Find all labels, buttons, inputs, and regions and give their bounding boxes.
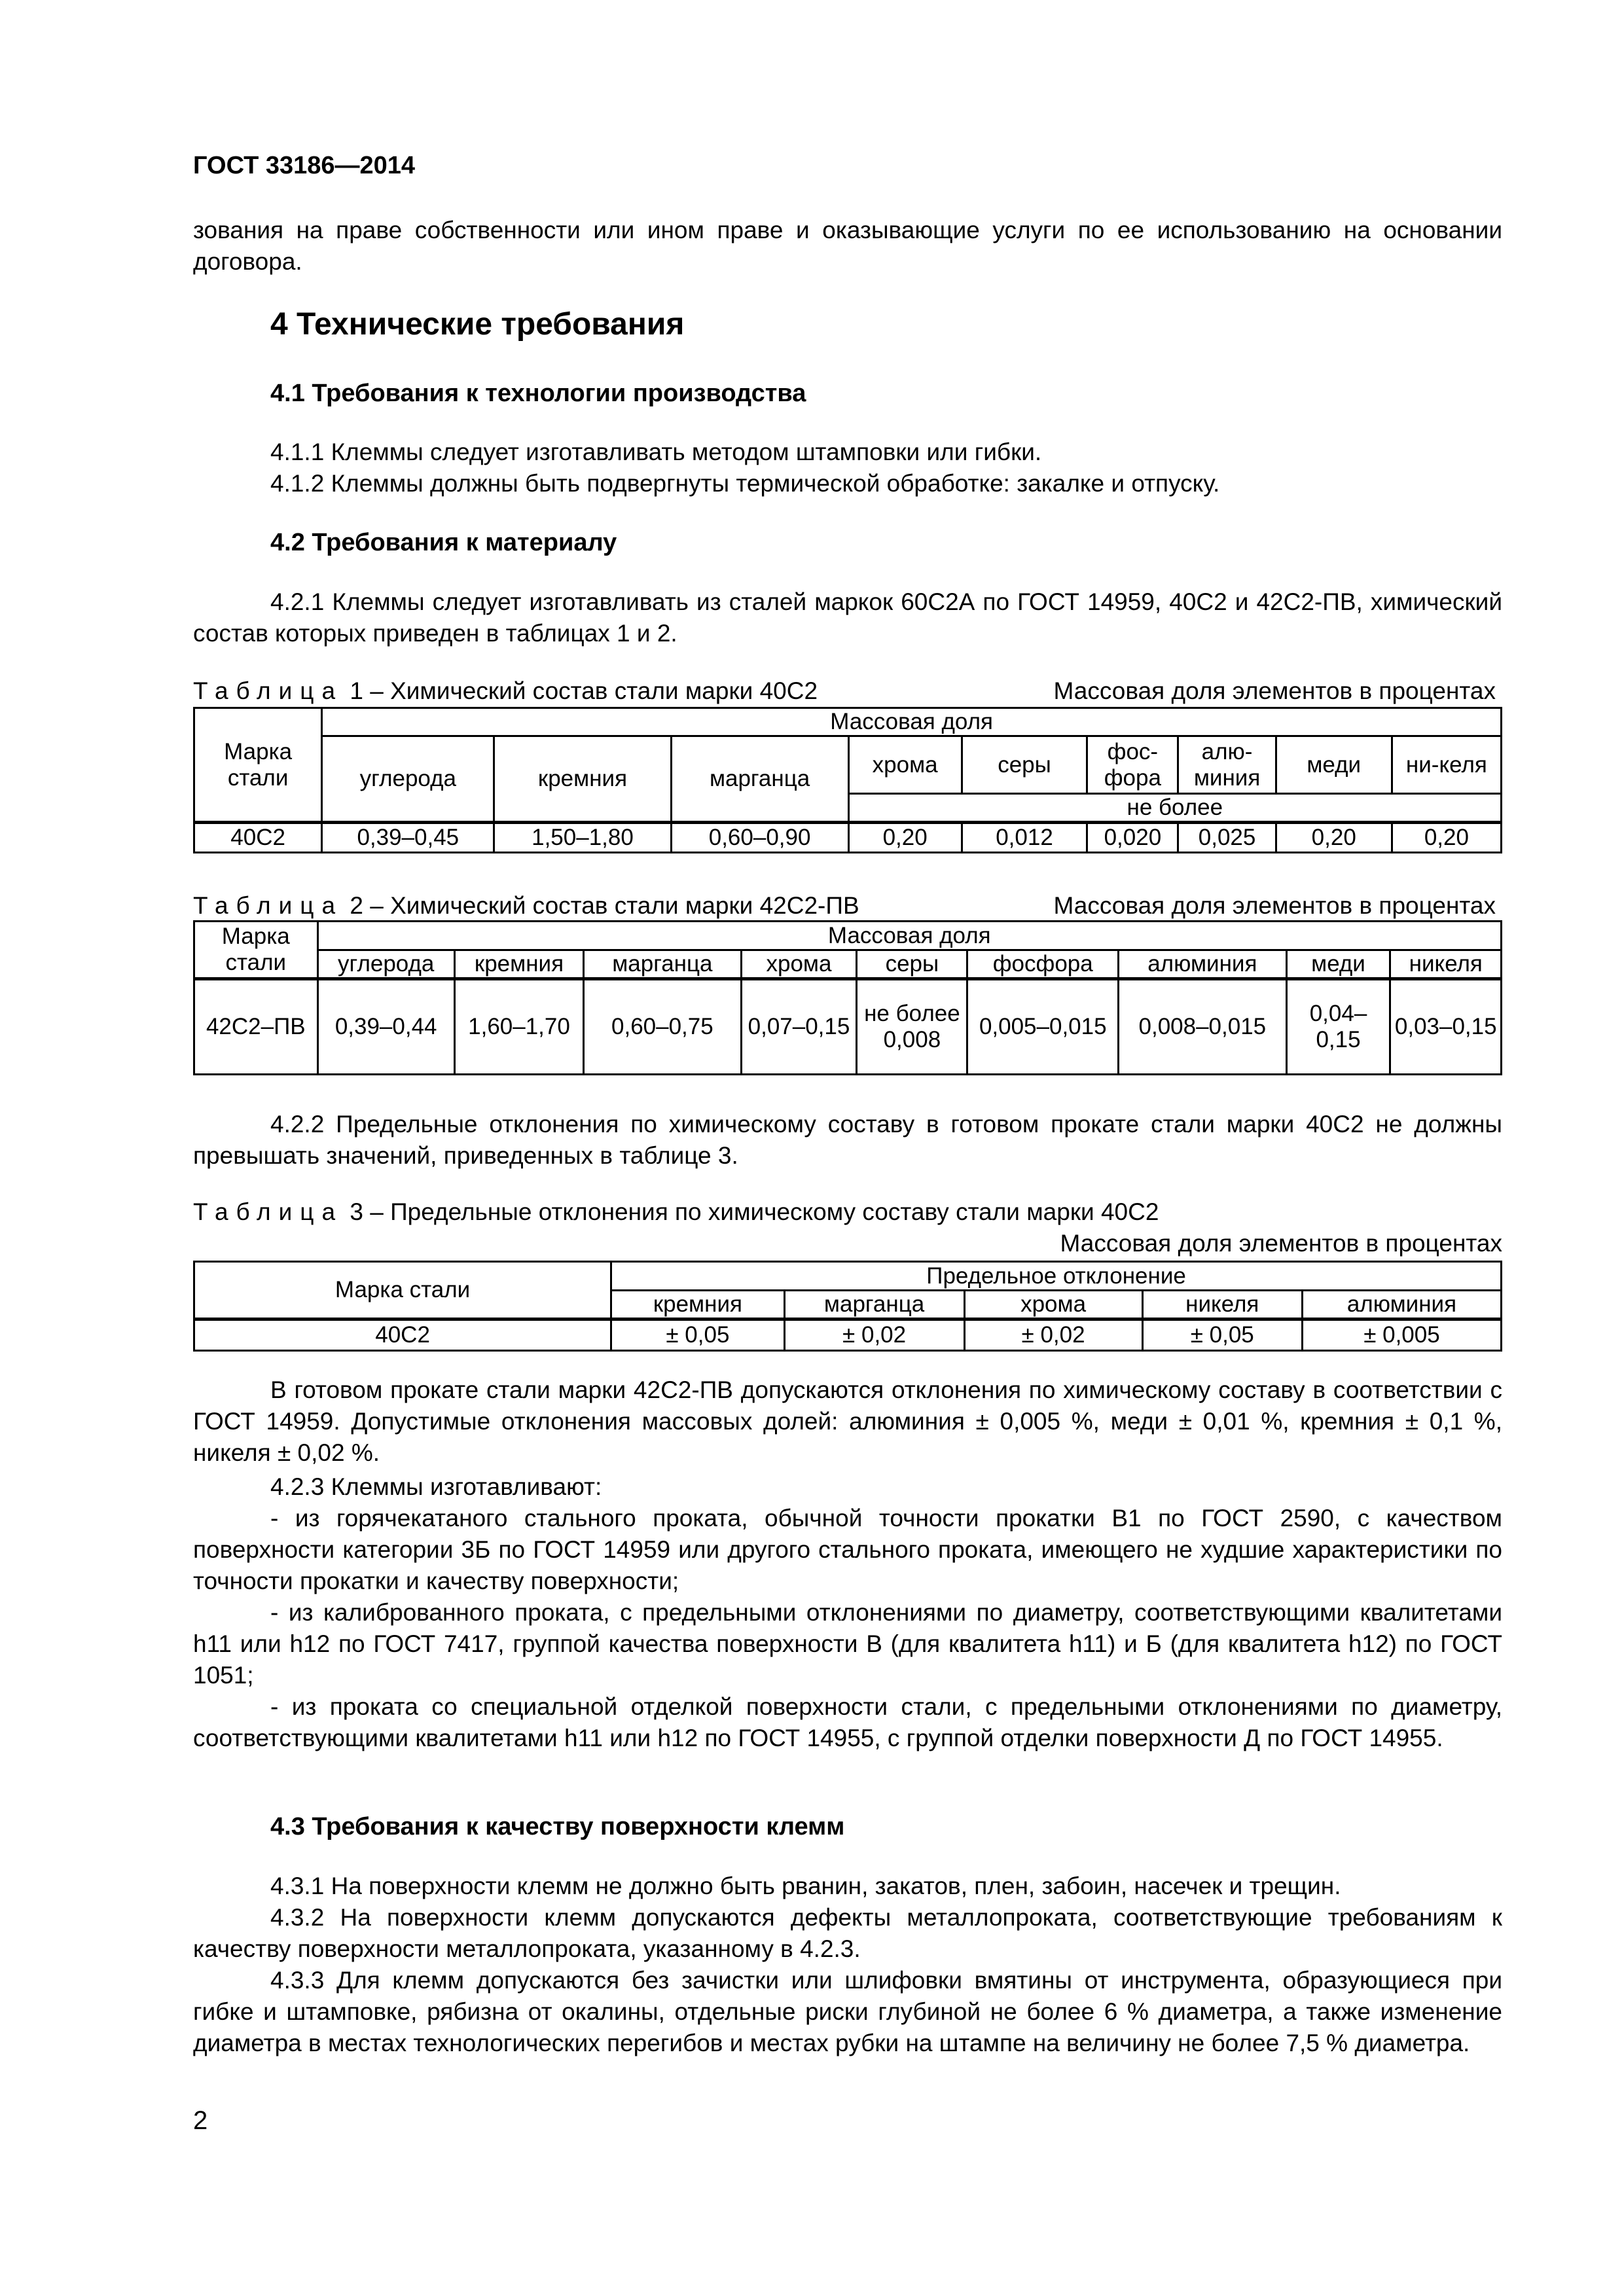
table2-group-header: Массовая доля xyxy=(317,922,1501,950)
table3-cell: 40С2 xyxy=(194,1319,611,1351)
table2-caption-label: Таблица xyxy=(193,892,344,919)
table1-caption-label: Таблица xyxy=(193,677,344,704)
table2-col: никеля xyxy=(1390,950,1502,979)
table1-col-grade: Марка стали xyxy=(194,708,322,823)
table1-cell: 1,50–1,80 xyxy=(494,823,671,853)
table1-cell: 40С2 xyxy=(194,823,322,853)
list-item-calibrated: - из калиброванного проката, с предельными отклонениями по диаметру, соответствующими квалитетами h11 или h12 по ГОСТ 7417, группой качества поверхности В (для квалитета h11) и Б (для квалитета h12) по ГОСТ 1051; xyxy=(193,1599,1502,1689)
table1-col: углерода xyxy=(322,736,494,823)
section-4-title: 4 Технические требования xyxy=(270,307,685,342)
table3-units: Массовая доля элементов в процентах xyxy=(1060,1230,1502,1257)
para-4-2-2: 4.2.2 Предельные отклонения по химическому составу в готовом прокате стали марки 40С2 не должны превышать значений, приведенных в таблице 3. xyxy=(193,1111,1502,1169)
table2-col: серы xyxy=(857,950,967,979)
para-4-3-3: 4.3.3 Для клемм допускаются без зачистки или шлифовки вмятины от инструмента, образующиеся при гибке и штамповке, рябизна от окалины, отдельные риски глубиной не более 6 % диаметра, а также изменение диаметра в местах технологических перегибов и местах рубки на штампе на величину не более 7,5 % диаметра. xyxy=(193,1967,1502,2056)
table2-cell: 42С2–ПВ xyxy=(194,979,318,1075)
para-4-1-2: 4.1.2 Клеммы должны быть подвергнуты термической обработке: закалке и отпуску. xyxy=(270,470,1220,497)
table1-col: ни-келя xyxy=(1392,736,1501,794)
table1-cell: 0,025 xyxy=(1178,823,1276,853)
table3-cell: ± 0,02 xyxy=(784,1319,964,1351)
table2-col: фосфора xyxy=(967,950,1119,979)
list-item-hot-rolled: - из горячекатаного стального проката, обычной точности прокатки В1 по ГОСТ 2590, с качеством поверхности категории 3Б по ГОСТ 14959 или другого стального проката, имеющего не худшие характеристики по точности прокатки и качеству поверхности; xyxy=(193,1505,1502,1594)
table1 xyxy=(193,707,1502,853)
table2-cell: 1,60–1,70 xyxy=(454,979,583,1075)
table2-col: хрома xyxy=(741,950,857,979)
table2-caption xyxy=(193,891,1502,920)
table1-col: алю-миния xyxy=(1178,736,1276,794)
table1-col: хрома xyxy=(848,736,962,794)
table1-cell: 0,012 xyxy=(962,823,1087,853)
table2-col: алюминия xyxy=(1119,950,1286,979)
table3-cell: ± 0,05 xyxy=(1142,1319,1302,1351)
table3-group-header: Предельное отклонение xyxy=(611,1262,1502,1291)
table2-col: марганца xyxy=(584,950,741,979)
table1-caption-text: 1 – Химический состав стали марки 40С2 xyxy=(343,677,818,704)
table3-col: марганца xyxy=(784,1291,964,1319)
table1-col: фос-фора xyxy=(1087,736,1178,794)
page-number: 2 xyxy=(193,2106,208,2135)
section-4-2-title: 4.2 Требования к материалу xyxy=(270,529,617,556)
para-4-1-1: 4.1.1 Клеммы следует изготавливать методом штамповки или гибки. xyxy=(270,439,1042,465)
table3-cell: ± 0,005 xyxy=(1302,1319,1501,1351)
table3-col-grade: Марка стали xyxy=(194,1262,611,1319)
table2 xyxy=(193,920,1502,1075)
table3-col: кремния xyxy=(611,1291,785,1319)
table3-caption-label: Таблица xyxy=(193,1198,344,1225)
table1-group-header: Массовая доля xyxy=(322,708,1502,736)
table1-cell: 0,20 xyxy=(1392,823,1501,853)
table1-cell: 0,39–0,45 xyxy=(322,823,494,853)
table3-cell: ± 0,05 xyxy=(611,1319,785,1351)
table1-cell: 0,20 xyxy=(1276,823,1392,853)
table1-col: серы xyxy=(962,736,1087,794)
table2-caption-text: 2 – Химический состав стали марки 42С2-ПВ xyxy=(343,892,859,919)
table1-caption xyxy=(193,677,1502,706)
table3 xyxy=(193,1261,1502,1352)
intro-paragraph: зования на праве собственности или ином праве и оказывающие услуги по ее использованию на основании договора. xyxy=(193,217,1502,275)
para-4-2-1: 4.2.1 Клеммы следует изготавливать из сталей маркок 60С2А по ГОСТ 14959, 40С2 и 42С2-ПВ, химический состав которых приведен в таблицах 1 и 2. xyxy=(193,588,1502,647)
table3-col: хрома xyxy=(964,1291,1142,1319)
section-4-1-title: 4.1 Требования к технологии производства xyxy=(270,380,806,407)
document-header: ГОСТ 33186—2014 xyxy=(193,152,416,179)
section-4-3-title: 4.3 Требования к качеству поверхности клемм xyxy=(270,1813,845,1840)
para-4-3-1: 4.3.1 На поверхности клемм не должно быть рванин, закатов, плен, забоин, насечек и трещин. xyxy=(270,1873,1341,1899)
table2-cell: не более 0,008 xyxy=(857,979,967,1075)
table2-units: Массовая доля элементов в процентах xyxy=(1053,892,1496,919)
table1-col: марганца xyxy=(671,736,848,823)
table1-cell: 0,020 xyxy=(1087,823,1178,853)
table1-units: Массовая доля элементов в процентах xyxy=(1053,677,1496,704)
table2-col: углерода xyxy=(317,950,454,979)
para-deviations-42c2: В готовом прокате стали марки 42С2-ПВ допускаются отклонения по химическому составу в соответствии с ГОСТ 14959. Допустимые отклонения массовых долей: алюминия ± 0,005 %, меди ± 0,01 %, кремния ± 0,1 %, никеля ± 0,02 %. xyxy=(193,1376,1502,1466)
table2-cell: 0,03–0,15 xyxy=(1390,979,1502,1075)
table1-col: меди xyxy=(1276,736,1392,794)
list-item-special-finish: - из проката со специальной отделкой поверхности стали, с предельными отклонениями по диаметру, соответствующими квалитетами h11 или h12 по ГОСТ 14955, с группой отделки поверхности Д по ГОСТ 14955. xyxy=(193,1693,1502,1751)
table2-cell: 0,008–0,015 xyxy=(1119,979,1286,1075)
table1-subheader: не более xyxy=(848,794,1501,823)
table1-cell: 0,20 xyxy=(848,823,962,853)
table1-cell: 0,60–0,90 xyxy=(671,823,848,853)
table2-cell: 0,60–0,75 xyxy=(584,979,741,1075)
table2-col-grade: Марка стали xyxy=(194,922,318,979)
table2-cell: 0,04–0,15 xyxy=(1286,979,1390,1075)
table3-col: алюминия xyxy=(1302,1291,1501,1319)
table2-cell: 0,07–0,15 xyxy=(741,979,857,1075)
table2-col: кремния xyxy=(454,950,583,979)
para-4-3-2: 4.3.2 На поверхности клемм допускаются дефекты металлопроката, соответствующие требованиям к качеству поверхности металлопроката, указанному в 4.2.3. xyxy=(193,1904,1502,1962)
table3-cell: ± 0,02 xyxy=(964,1319,1142,1351)
table2-cell: 0,39–0,44 xyxy=(317,979,454,1075)
table2-cell: 0,005–0,015 xyxy=(967,979,1119,1075)
table2-col: меди xyxy=(1286,950,1390,979)
table3-col: никеля xyxy=(1142,1291,1302,1319)
table3-caption xyxy=(193,1198,1502,1227)
table3-caption-text: 3 – Предельные отклонения по химическому составу стали марки 40С2 xyxy=(343,1198,1159,1225)
table1-col: кремния xyxy=(494,736,671,823)
para-4-2-3: 4.2.3 Клеммы изготавливают: xyxy=(270,1473,602,1500)
